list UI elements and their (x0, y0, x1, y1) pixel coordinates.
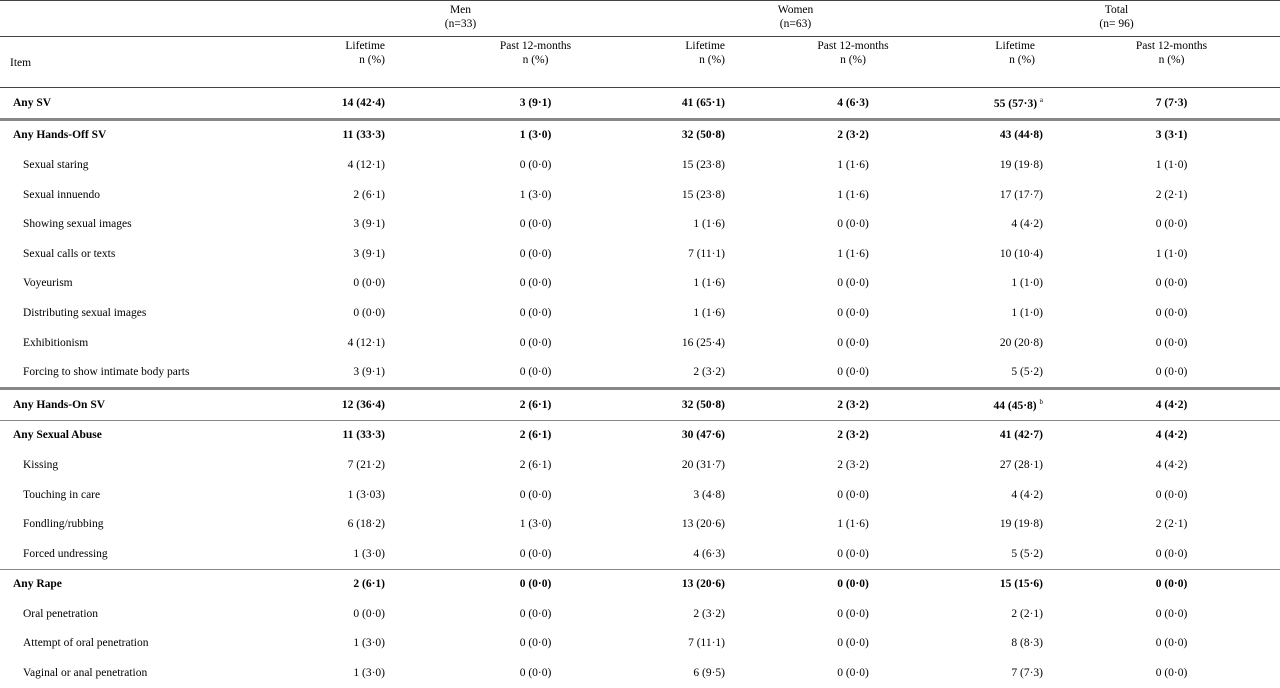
total-past12-cell: 0 (0·0) (1155, 607, 1188, 620)
table-row (0, 209, 1280, 239)
men-lifetime-cell: 1 (3·0) (353, 547, 385, 560)
row-label: Fondling/rubbing (23, 518, 104, 531)
women-past12-cell: 0 (0·0) (753, 569, 953, 599)
women-lifetime-cell: 1 (1·6) (693, 306, 725, 319)
women-past12-cell: 0 (0·0) (837, 366, 869, 379)
table-row (0, 599, 1280, 629)
total-lifetime-header: Lifetime n (%) (953, 37, 1063, 88)
table-row (0, 269, 1280, 299)
table-row (0, 150, 1280, 180)
men-past12-cell: 3 (9·1) (433, 88, 638, 120)
row-label: Showing sexual images (23, 218, 132, 231)
women-lifetime-cell: 41 (65·1) (638, 88, 753, 120)
men-past12-cell: 0 (0·0) (519, 277, 552, 290)
men-past12-cell: 0 (0·0) (519, 247, 552, 260)
women-lifetime-cell: 20 (31·7) (681, 458, 725, 471)
women-lifetime-cell: 16 (25·4) (681, 336, 725, 349)
table-row (0, 420, 1280, 450)
total-past12-cell: 0 (0·0) (1063, 569, 1280, 599)
row-label: Forced undressing (23, 547, 108, 560)
men-lifetime-cell: 0 (0·0) (353, 607, 385, 620)
women-lifetime-cell: 15 (23·8) (681, 188, 725, 201)
total-lifetime-cell: 8 (8·3) (1011, 637, 1044, 650)
women-past12-cell: 0 (0·0) (837, 667, 869, 680)
row-label: Touching in care (23, 488, 101, 501)
total-past12-cell: 0 (0·0) (1155, 366, 1188, 379)
total-past12-cell: 0 (0·0) (1155, 488, 1188, 501)
men-lifetime-cell: 3 (9·1) (353, 218, 385, 231)
men-lifetime-cell: 0 (0·0) (353, 306, 385, 319)
table-row (0, 328, 1280, 358)
men-past12-cell: 0 (0·0) (519, 158, 552, 171)
men-lifetime-cell: 6 (18·2) (347, 518, 385, 531)
table-row (0, 450, 1280, 480)
women-past12-cell: 0 (0·0) (837, 277, 869, 290)
total-past12-cell: 0 (0·0) (1155, 306, 1188, 319)
women-lifetime-cell: 32 (50·8) (638, 119, 753, 150)
men-past12-cell: 0 (0·0) (519, 306, 552, 319)
men-lifetime-cell: 11 (33·3) (283, 119, 433, 150)
group-header-men: Men (n=33) (283, 1, 638, 37)
women-lifetime-cell: 13 (20·6) (638, 569, 753, 599)
group-header-row (0, 1, 1280, 37)
men-past12-cell: 2 (6·1) (433, 420, 638, 450)
total-past12-cell: 1 (1·0) (1155, 247, 1188, 260)
row-label: Sexual calls or texts (23, 247, 116, 260)
table-row (0, 539, 1280, 569)
total-past12-cell: 2 (2·1) (1155, 518, 1188, 531)
table-row (0, 298, 1280, 328)
table-row (0, 480, 1280, 510)
women-past12-cell: 4 (6·3) (753, 88, 953, 120)
women-lifetime-cell: 15 (23·8) (681, 158, 725, 171)
women-past12-cell: 1 (1·6) (837, 188, 869, 201)
table-row (0, 388, 1280, 420)
total-lifetime-cell: 17 (17·7) (999, 188, 1044, 201)
table-row (0, 88, 1280, 120)
men-lifetime-cell: 2 (6·1) (283, 569, 433, 599)
women-past12-cell: 0 (0·0) (837, 218, 869, 231)
men-lifetime-cell: 4 (12·1) (347, 336, 385, 349)
men-past12-cell: 1 (3·0) (519, 188, 552, 201)
row-label: Sexual innuendo (23, 188, 100, 201)
women-lifetime-cell: 6 (9·5) (693, 667, 725, 680)
men-past12-cell: 0 (0·0) (519, 607, 552, 620)
men-past12-cell: 0 (0·0) (519, 667, 552, 680)
total-lifetime-cell: 41 (42·7) (953, 420, 1063, 450)
women-past12-cell: 1 (1·6) (837, 247, 869, 260)
men-past12-cell: 2 (6·1) (519, 458, 552, 471)
women-lifetime-cell: 13 (20·6) (681, 518, 725, 531)
footnote-marker: a (1039, 95, 1044, 104)
row-label: Kissing (23, 458, 59, 471)
women-past12-cell: 2 (3·2) (837, 458, 869, 471)
total-past12-cell: 4 (4·2) (1063, 420, 1280, 450)
total-lifetime-cell: 5 (5·2) (1011, 547, 1044, 560)
total-lifetime-cell: 27 (28·1) (999, 458, 1044, 471)
total-past12-cell: 3 (3·1) (1063, 119, 1280, 150)
women-lifetime-cell: 2 (3·2) (693, 366, 725, 379)
total-lifetime-cell: 15 (15·6) (953, 569, 1063, 599)
table-row (0, 509, 1280, 539)
total-past12-cell: 0 (0·0) (1155, 637, 1188, 650)
row-label: Any Sexual Abuse (0, 420, 283, 450)
total-lifetime-cell: 20 (20·8) (999, 336, 1044, 349)
table-row (0, 629, 1280, 659)
men-past12-cell: 0 (0·0) (519, 336, 552, 349)
total-past12-cell: 4 (4·2) (1155, 458, 1188, 471)
row-label: Vaginal or anal penetration (23, 667, 148, 680)
men-lifetime-cell: 4 (12·1) (347, 158, 385, 171)
women-lifetime-cell: 2 (3·2) (693, 607, 725, 620)
row-label: Any Hands-On SV (0, 388, 283, 420)
men-lifetime-cell: 3 (9·1) (353, 366, 385, 379)
total-lifetime-cell: 43 (44·8) (953, 119, 1063, 150)
men-past12-cell: 0 (0·0) (433, 569, 638, 599)
men-lifetime-cell: 14 (42·4) (283, 88, 433, 120)
row-label: Attempt of oral penetration (23, 637, 149, 650)
women-lifetime-cell: 30 (47·6) (638, 420, 753, 450)
women-past12-cell: 2 (3·2) (753, 119, 953, 150)
row-label: Any SV (0, 88, 283, 120)
total-lifetime-cell: 44 (45·8) $^b$ (953, 388, 1063, 420)
men-lifetime-cell: 1 (3·0) (353, 667, 385, 680)
group-header-total: Total (n= 96) (953, 1, 1280, 37)
total-past12-cell: 2 (2·1) (1155, 188, 1188, 201)
men-lifetime-cell: 1 (3·03) (347, 488, 385, 501)
women-lifetime-cell: 3 (4·8) (693, 488, 725, 501)
women-past12-cell: 0 (0·0) (837, 637, 869, 650)
header-spacer (0, 1, 283, 37)
total-past12-cell: 4 (4·2) (1063, 388, 1280, 420)
women-past12-cell: 0 (0·0) (837, 607, 869, 620)
total-lifetime-cell: 7 (7·3) (1011, 667, 1044, 680)
total-past12-cell: 0 (0·0) (1155, 218, 1188, 231)
total-past12-cell: 0 (0·0) (1155, 277, 1188, 290)
men-past12-cell: 0 (0·0) (519, 488, 552, 501)
women-past12-cell: 2 (3·2) (753, 420, 953, 450)
women-lifetime-cell: 32 (50·8) (638, 388, 753, 420)
row-label: Exhibitionism (23, 336, 89, 349)
footnote-marker: b (1039, 397, 1044, 406)
total-past12-cell: 1 (1·0) (1155, 158, 1188, 171)
men-lifetime-header: Lifetime n (%) (283, 37, 433, 88)
group-header-women: Women (n=63) (638, 1, 953, 37)
women-past12-cell: 0 (0·0) (837, 306, 869, 319)
women-past12-cell: 2 (3·2) (753, 388, 953, 420)
women-lifetime-cell: 1 (1·6) (693, 218, 725, 231)
men-past12-cell: 1 (3·0) (433, 119, 638, 150)
men-lifetime-cell: 1 (3·0) (353, 637, 385, 650)
total-lifetime-cell: 5 (5·2) (1011, 366, 1044, 379)
men-past12-cell: 2 (6·1) (433, 388, 638, 420)
row-label: Voyeurism (23, 277, 73, 290)
total-lifetime-cell: 55 (57·3) $^a$ (953, 88, 1063, 120)
men-lifetime-cell: 12 (36·4) (283, 388, 433, 420)
total-lifetime-cell: 1 (1·0) (1011, 306, 1044, 319)
women-lifetime-header: Lifetime n (%) (638, 37, 753, 88)
total-lifetime-cell: 2 (2·1) (1011, 607, 1044, 620)
women-lifetime-cell: 4 (6·3) (693, 547, 725, 560)
total-past12-cell: 0 (0·0) (1155, 336, 1188, 349)
men-lifetime-cell: 11 (33·3) (283, 420, 433, 450)
row-label: Sexual staring (23, 158, 89, 171)
row-label: Oral penetration (23, 607, 99, 620)
row-label: Any Hands-Off SV (0, 119, 283, 150)
men-lifetime-cell: 7 (21·2) (347, 458, 385, 471)
total-past12-cell: 0 (0·0) (1155, 547, 1188, 560)
women-lifetime-cell: 1 (1·6) (693, 277, 725, 290)
men-past12-cell: 1 (3·0) (519, 518, 552, 531)
women-past12-cell: 0 (0·0) (837, 488, 869, 501)
total-past12-cell: 0 (0·0) (1155, 667, 1188, 680)
table-row (0, 180, 1280, 210)
men-past12-cell: 0 (0·0) (519, 547, 552, 560)
total-past12-cell: 7 (7·3) (1063, 88, 1280, 120)
men-past12-cell: 0 (0·0) (519, 637, 552, 650)
row-label: Distributing sexual images (23, 306, 147, 319)
men-lifetime-cell: 0 (0·0) (353, 277, 385, 290)
total-lifetime-cell: 19 (19·8) (999, 518, 1044, 531)
women-past12-cell: 0 (0·0) (837, 547, 869, 560)
row-label: Any Rape (0, 569, 283, 599)
men-lifetime-cell: 3 (9·1) (353, 247, 385, 260)
total-lifetime-cell: 19 (19·8) (999, 158, 1044, 171)
table-row (0, 239, 1280, 269)
total-lifetime-cell: 4 (4·2) (1011, 488, 1044, 501)
women-past12-cell: 0 (0·0) (837, 336, 869, 349)
table-row (0, 569, 1280, 599)
total-past12-header: Past 12-months n (%) (1063, 37, 1280, 88)
men-past12-cell: 0 (0·0) (519, 366, 552, 379)
column-header-row (0, 37, 1280, 88)
men-past12-cell: 0 (0·0) (519, 218, 552, 231)
women-lifetime-cell: 7 (11·1) (688, 637, 725, 650)
women-lifetime-cell: 7 (11·1) (688, 247, 725, 260)
women-past12-cell: 1 (1·6) (837, 518, 869, 531)
total-lifetime-cell: 4 (4·2) (1011, 218, 1044, 231)
item-column-header: Item (0, 37, 283, 88)
table-body (0, 88, 1280, 688)
row-label: Forcing to show intimate body parts (23, 366, 190, 379)
women-past12-header: Past 12-months n (%) (753, 37, 953, 88)
total-lifetime-cell: 10 (10·4) (999, 247, 1044, 260)
men-past12-header: Past 12-months n (%) (433, 37, 638, 88)
table-row (0, 357, 1280, 388)
table-row (0, 119, 1280, 150)
men-lifetime-cell: 2 (6·1) (353, 188, 385, 201)
total-lifetime-cell: 1 (1·0) (1011, 277, 1044, 290)
women-past12-cell: 1 (1·6) (837, 158, 869, 171)
